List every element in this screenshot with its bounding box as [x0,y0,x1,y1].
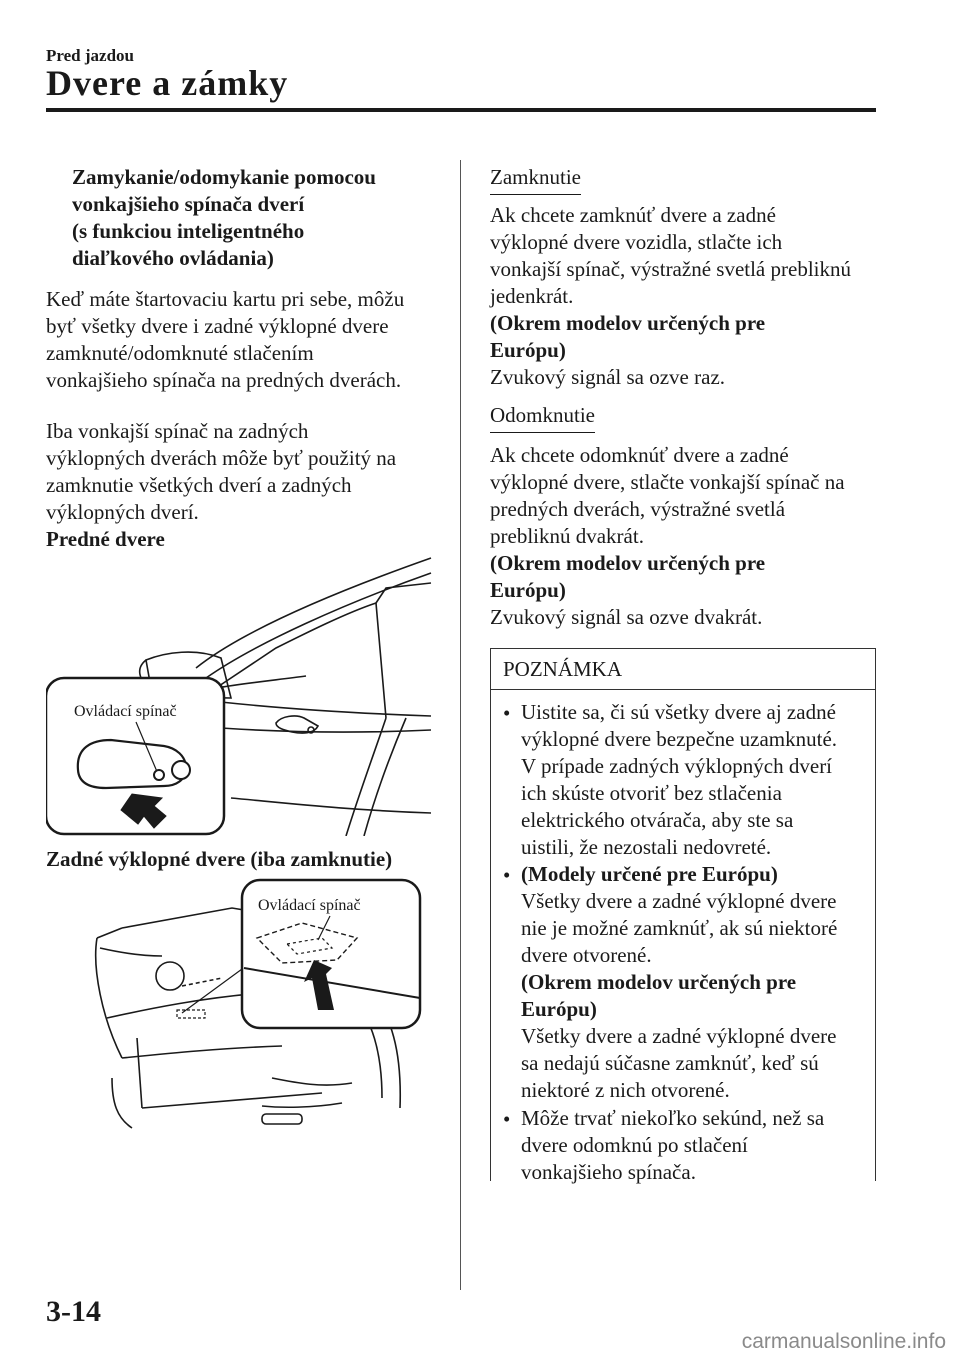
text-line: V prípade zadných výklopných dverí [521,754,833,778]
section-heading [72,164,376,272]
header-rule [46,108,876,112]
text-line: byť všetky dvere i zadné výklopné dvere [46,314,389,338]
text-line: ich skúste otvoriť bez stlačenia [521,781,782,805]
lock-heading: Zamknutie [490,164,581,195]
text-line: vonkajší spínač, výstražné svetlá prebliknú [490,257,851,281]
front-switch-callout: Ovládací spínač [74,703,177,720]
text-line: Keď máte štartovaciu kartu pri sebe, môžu [46,287,405,311]
heading-line: Zamykanie/odomykanie pomocou [72,165,376,189]
exception-line: (Okrem modelov určených pre [521,970,797,994]
text-line: Všetky dvere a zadné výklopné dvere [521,889,837,913]
column-divider [460,160,461,1290]
text-line: výklopné dvere bezpečne uzamknuté. [521,727,838,751]
text-line: Uistite sa, či sú všetky dvere aj zadné [521,700,836,724]
text-line: výklopné dvere, stlačte vonkajší spínač na [490,470,845,494]
note-title: POZNÁMKA [503,657,623,681]
unlock-section [490,402,595,433]
text-line: sa nedajú súčasne zamknúť, keď sú [521,1051,819,1075]
rear-switch-paragraph [46,418,396,553]
text-line: vonkajšieho spínača. [521,1160,696,1184]
lock-paragraph [490,202,851,391]
note-item-3 [521,1105,871,1186]
note-item-2 [521,861,871,1104]
front-door-illustration [46,548,436,836]
text-line: výklopných dverí. [46,500,199,524]
text-line: jedenkrát. [490,284,574,308]
text-line: Ak chcete odomknúť dvere a zadné [490,443,789,467]
rear-switch-callout: Ovládací spínač [258,897,361,914]
unlock-paragraph [490,442,845,631]
front-door-label: Predné dvere [46,527,165,551]
bullet-icon: • [503,1107,511,1131]
rear-door-label: Zadné výklopné dvere (iba zamknutie) [46,847,393,871]
text-line: výklopné dvere vozidla, stlačte ich [490,230,783,254]
text-line: zamknuté/odomknuté stlačením [46,341,314,365]
text-line: niektoré z nich otvorené. [521,1078,730,1102]
sound-note: Zvukový signál sa ozve dvakrát. [490,605,763,629]
unlock-heading: Odomknutie [490,402,595,433]
sound-note: Zvukový signál sa ozve raz. [490,365,726,389]
note-box [490,648,876,1184]
exception-line: Európu) [521,997,597,1021]
watermark: carmanualsonline.info [741,1330,946,1353]
note-header [491,649,875,690]
text-line: Ak chcete zamknúť dvere a zadné [490,203,776,227]
intro-paragraph [46,286,404,394]
text-line: Môže trvať niekoľko sekúnd, než sa [521,1106,825,1130]
exception-line: (Okrem modelov určených pre [490,311,766,335]
page-title: Dvere a zámky [46,63,289,103]
text-line: vonkajšieho spínača na predných dverách. [46,368,402,392]
text-line: nie je možné zamknúť, ak sú niektoré [521,916,838,940]
bullet-icon: • [503,863,511,887]
lock-section [490,164,581,195]
text-line: dvere odomknú po stlačení [521,1133,748,1157]
exception-line: (Okrem modelov určených pre [490,551,766,575]
text-line: predných dverách, výstražné svetlá [490,497,786,521]
text-line: Iba vonkajší spínač na zadných [46,419,309,443]
note-item-1 [521,699,871,861]
exception-line: Európu) [490,578,566,602]
exception-line: Európu) [490,338,566,362]
text-line: uistili, že nezostali nedovreté. [521,835,772,859]
heading-line: vonkajšieho spínača dverí [72,192,305,216]
heading-line: diaľkového ovládania) [72,246,274,270]
heading-line: (s funkciou inteligentného [72,219,305,243]
liftgate-illustration [82,878,422,1140]
bullet-icon: • [503,701,511,725]
text-line: dvere otvorené. [521,943,652,967]
text-line: elektrického otvárača, aby ste sa [521,808,794,832]
text-line: Všetky dvere a zadné výklopné dvere [521,1024,837,1048]
note-item-heading: (Modely určené pre Európu) [521,862,778,886]
text-line: zamknutie všetkých dverí a zadných [46,473,352,497]
page-number: 3-14 [46,1295,101,1328]
text-line: výklopných dverách môže byť použitý na [46,446,397,470]
section-label: Pred jazdou [46,46,134,65]
text-line: prebliknú dvakrát. [490,524,644,548]
